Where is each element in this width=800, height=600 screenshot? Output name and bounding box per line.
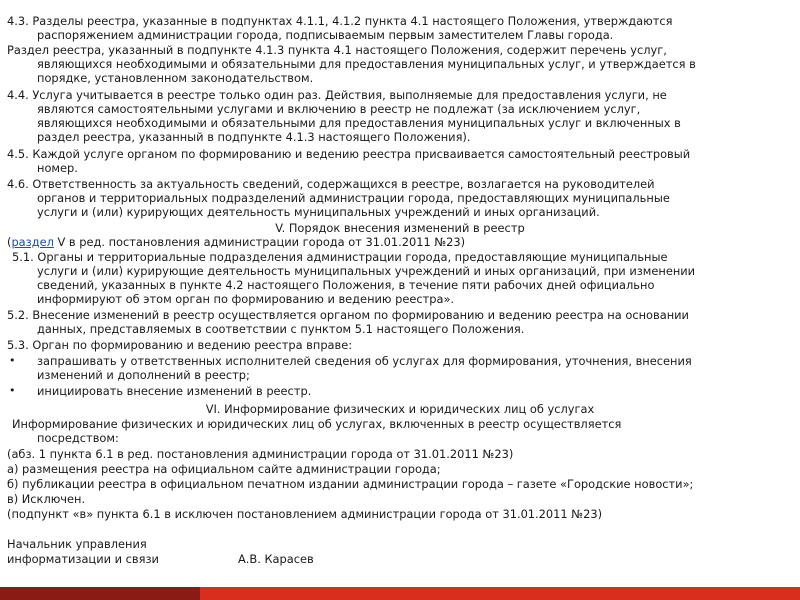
p51-line1: 5.1. Органы и территориальные подразделения администрации города, предоставляющие муниципальные (12, 250, 668, 264)
p43b-line1: Раздел реестра, указанный в подпункте 4.1.3 пункта 4.1 настоящего Положения, содержит перечень услуг, (7, 43, 667, 57)
footer-bar-dark (0, 587, 200, 600)
signature-title-1: Начальник управления (7, 537, 147, 551)
section-vi-heading: VI. Информирование физических и юридических лиц об услугах (205, 402, 595, 416)
p46-line1: 4.6. Ответственность за актуальность сведений, содержащихся в реестре, возлагается на руководителей (7, 177, 655, 191)
note-podpunkt: (подпункт «в» пункта 6.1 в исключен постановлением администрации города от 31.01.2011 №23) (7, 507, 603, 521)
footer-bar (0, 587, 800, 600)
p6-line2: посредством: (37, 431, 119, 445)
footer-bar-red (200, 587, 800, 600)
p45-line2: номер. (37, 161, 78, 175)
p6-line1: Информирование физических и юридических лиц об услугах, включенных в реестр осуществляется (12, 417, 622, 431)
bullet-2: • (9, 384, 16, 397)
signature-name: А.В. Карасев (238, 552, 314, 566)
section-v-note (7, 236, 465, 249)
p53: 5.3. Орган по формированию и ведению реестра вправе: (7, 338, 353, 352)
p45-line1: 4.5. Каждой услуге органом по формированию и ведению реестра присваивается самостоятельный реестровый (7, 147, 691, 161)
section-v-heading: V. Порядок внесения изменений в реестр (275, 221, 525, 235)
p51-line3: сведений, указанных в пункте 4.2 настоящего Положения, в течение пяти рабочих дней официально (37, 278, 655, 292)
item-a: а) размещения реестра на официальном сайте администрации города; (7, 462, 441, 476)
bullet-1-line1: запрашивать у ответственных исполнителей сведения об услугах для формирования, уточнения, внесения (37, 354, 692, 368)
bullet-2-line1: инициировать внесение изменений в реестр. (37, 384, 312, 398)
section-link[interactable]: раздел (11, 235, 54, 249)
p44-line2: являются самостоятельными услугами и включению в реестр не подлежат (за исключением услуг, (37, 102, 641, 116)
item-v: в) Исключен. (7, 492, 86, 506)
signature-title-2: информатизации и связи (7, 552, 159, 566)
p46-line2: органов и территориальных подразделений администрации города, предоставляющих муниципальные (37, 191, 670, 205)
p43b-line2: являющихся необходимыми и обязательными для предоставления муниципальных услуг, и утверждается в (37, 57, 696, 71)
p43b-line3: порядке, установленном законодательством. (37, 71, 314, 85)
p51-line2: услуги и (или) курирующие деятельность муниципальных учреждений и иных организаций, при изменении (37, 264, 696, 278)
bullet-1-line2: изменений и дополнений в реестр; (37, 368, 250, 382)
bullet-1: • (9, 354, 16, 367)
item-b: б) публикации реестра в официальном печатном издании администрации города – газете «Городские новости»; (7, 477, 694, 491)
p46-line3: услуги и (или) курирующих деятельность муниципальных учреждений и иных организаций. (37, 205, 600, 219)
p43-line1: 4.3. Разделы реестра, указанные в подпунктах 4.1.1, 4.1.2 пункта 4.1 настоящего Положения, утверждаются (7, 14, 673, 28)
note-open: ( (7, 235, 12, 249)
p52-line2: данных, представляемых в соответствии с пунктом 5.1 настоящего Положения. (37, 322, 525, 336)
p52-line1: 5.2. Внесение изменений в реестр осуществляется органом по формированию и ведению реестра на основании (7, 308, 689, 322)
p51-line4: информируют об этом орган по формированию и ведению реестра». (37, 292, 455, 306)
p44-line4: раздел реестра, указанный в подпункте 4.1.3 настоящего Положения). (37, 130, 471, 144)
note-abz1: (абз. 1 пункта 6.1 в ред. постановления администрации города от 31.01.2011 №23) (7, 447, 514, 461)
p44-line3: являющихся необходимыми и обязательными для предоставления муниципальных услуг и включенных в (37, 116, 681, 130)
p43-line2: распоряжением администрации города, подписываемым первым заместителем Главы города. (37, 28, 614, 42)
note-rest: V в ред. постановления администрации города от 31.01.2011 №23) (53, 235, 466, 249)
p44-line1: 4.4. Услуга учитывается в реестре только один раз. Действия, выполняемые для предоставления услуги, не (7, 88, 667, 102)
